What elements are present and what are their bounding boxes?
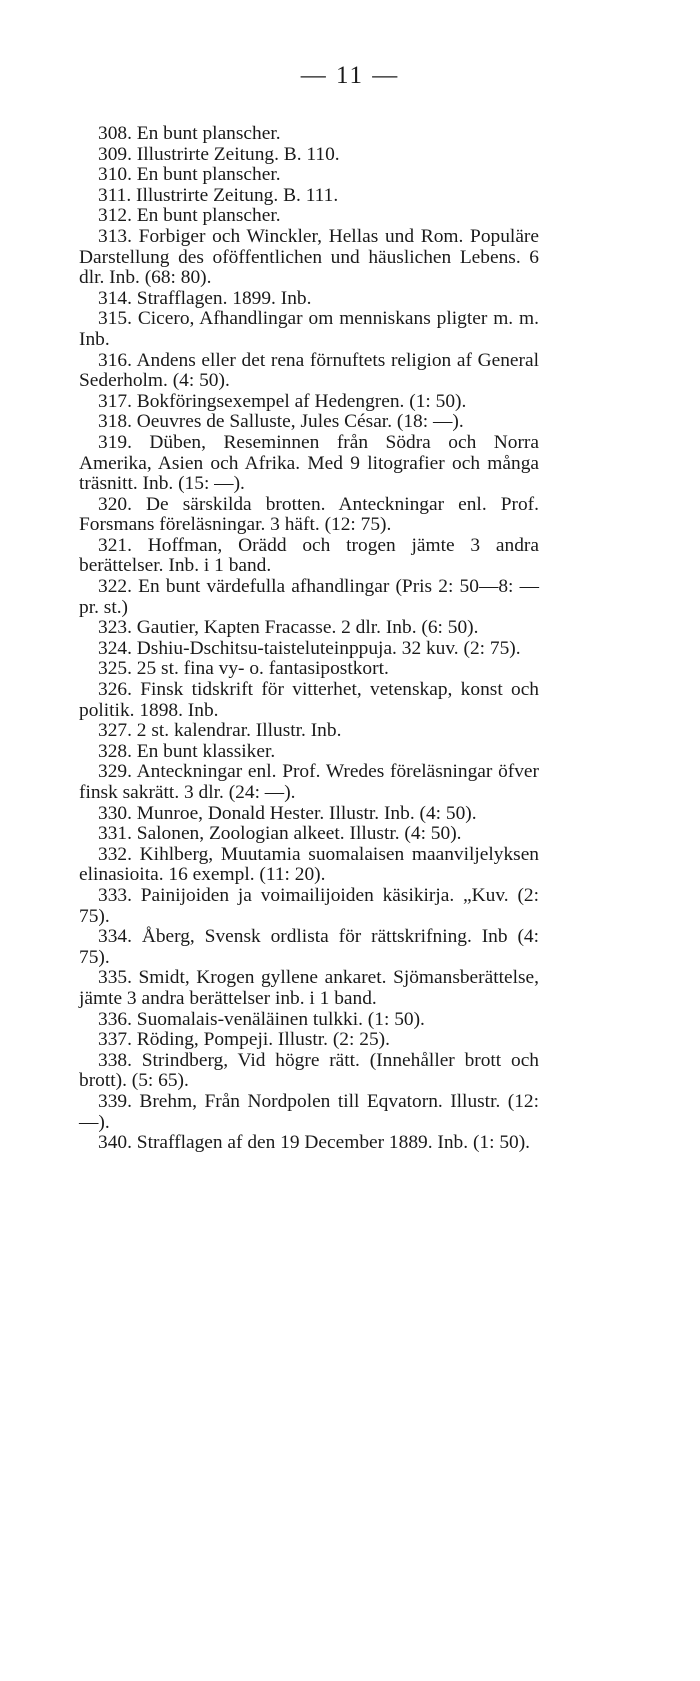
catalog-entry: 315. Cicero, Afhandlingar om menniskans pligter m. m. Inb. <box>79 308 539 350</box>
catalog-entry: 325. 25 st. fina vy- o. fantasipostkort. <box>98 658 389 680</box>
catalog-entry: 308. En bunt planscher. <box>98 123 281 144</box>
catalog-entry: 334. Åberg, Svensk ordlista för rättskrifning. Inb (4: 75). <box>79 926 539 968</box>
catalog-entry: 331. Salonen, Zoologian alkeet. Illustr. (4: 50). <box>98 823 462 845</box>
catalog-entry: 335. Smidt, Krogen gyllene ankaret. Sjömansberättelse, jämte 3 andra berättelser inb. i 1 band. <box>79 967 539 1009</box>
catalog-entry: 314. Strafflagen. 1899. Inb. <box>98 287 312 309</box>
catalog-entry: 340. Strafflagen af den 19 December 1889. Inb. (1: 50). <box>98 1132 531 1154</box>
catalog-entry: 339. Brehm, Från Nordpolen till Eqvatorn. Illustr. (12: —). <box>79 1090 539 1133</box>
catalog-entry: 324. Dshiu-Dschitsu-taisteluteinppuja. 32 kuv. (2: 75). <box>98 637 521 659</box>
catalog-entry: 313. Forbiger och Winckler, Hellas und Rom. Populäre Darstellung des oföffentlichen und häuslichen Lebens. 6 dlr. Inb. (68: 80). <box>79 225 539 289</box>
catalog-entry: 328. En bunt klassiker. <box>98 740 276 762</box>
catalog-entry: 322. En bunt värdefulla afhandlingar (Pris 2: 50—8: — pr. st.) <box>79 576 539 618</box>
catalog-entry: 320. De särskilda brotten. Anteckningar enl. Prof. Forsmans föreläsningar. 3 häft. (12: 75). <box>79 493 539 536</box>
catalog-entries <box>79 124 539 1154</box>
catalog-entry: 319. Düben, Reseminnen från Södra och Norra Amerika, Asien och Afrika. Med 9 litografier och många träsnitt. Inb. (15: —). <box>79 431 539 495</box>
catalog-entry: 312. En bunt planscher. <box>98 205 281 227</box>
catalog-entry: 329. Anteckningar enl. Prof. Wredes föreläsningar öfver finsk sakrätt. 3 dlr. (24: —). <box>79 761 539 803</box>
catalog-entry: 311. Illustrirte Zeitung. B. 111. <box>98 184 339 206</box>
catalog-entry: 338. Strindberg, Vid högre rätt. (Innehåller brott och brott). (5: 65). <box>79 1049 539 1092</box>
catalog-entry: 321. Hoffman, Orädd och trogen jämte 3 andra berättelser. Inb. i 1 band. <box>79 534 539 577</box>
catalog-entry: 327. 2 st. kalendrar. Illustr. Inb. <box>98 720 342 742</box>
catalog-entry: 318. Oeuvres de Salluste, Jules César. (18: —). <box>98 411 464 433</box>
catalog-entry: 330. Munroe, Donald Hester. Illustr. Inb. (4: 50). <box>98 802 477 824</box>
catalog-entry: 323. Gautier, Kapten Fracasse. 2 dlr. Inb. (6: 50). <box>98 617 479 639</box>
catalog-entry: 317. Bokföringsexempel af Hedengren. (1: 50). <box>98 390 467 412</box>
catalog-entry: 310. En bunt planscher. <box>98 164 281 186</box>
page-number: — 11 — <box>300 62 400 89</box>
catalog-entry: 326. Finsk tidskrift för vitterhet, vetenskap, konst och politik. 1898. Inb. <box>79 679 539 721</box>
catalog-entry: 309. Illustrirte Zeitung. B. 110. <box>98 143 340 165</box>
catalog-entry: 337. Röding, Pompeji. Illustr. (2: 25). <box>98 1029 390 1051</box>
catalog-entry: 316. Andens eller det rena förnuftets religion af General Sederholm. (4: 50). <box>79 349 539 392</box>
catalog-entry: 333. Painijoiden ja voimailijoiden käsikirja. „Kuv. (2: 75). <box>79 884 539 927</box>
catalog-entry: 332. Kihlberg, Muutamia suomalaisen maanviljelyksen elinasioita. 16 exempl. (11: 20). <box>79 843 539 886</box>
catalog-entry: 336. Suomalais-venäläinen tulkki. (1: 50). <box>98 1008 425 1030</box>
